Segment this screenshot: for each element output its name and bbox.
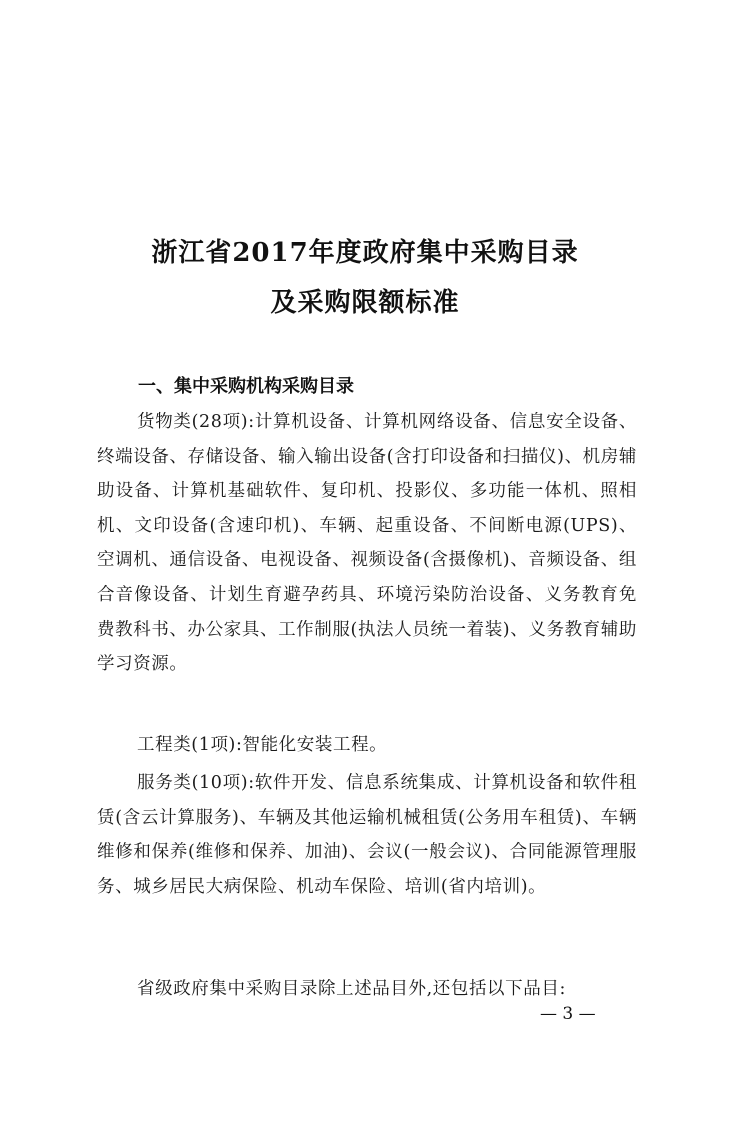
document-title-line-2: 及采购限额标准 — [270, 288, 460, 318]
document-title-line-1: 浙江省2017年度政府集中采购目录 — [151, 238, 579, 268]
paragraph-engineering: 工程类(1项):智能化安装工程。 — [137, 735, 388, 755]
page-number: — 3 — — [540, 1004, 596, 1024]
paragraph-services: 服务类(10项):软件开发、信息系统集成、计算机设备和软件租赁(含云计算服务)、车辆及其他运输机械租赁(公务用车租赁)、车辆维修和保养(维修和保养、加油)、会议(一般会议)、合同能源管理服务、城乡居民大病保险、机动车保险、培训(省内培训)。 — [97, 773, 637, 897]
paragraph-goods: 货物类(28项):计算机设备、计算机网络设备、信息安全设备、终端设备、存储设备、输入输出设备(含打印设备和扫描仪)、机房辅助设备、计算机基础软件、复印机、投影仪、多功能一体机、照相机、文印设备(含速印机)、车辆、起重设备、不间断电源(UPS)、空调机、通信设备、电视设备、视频设备(含摄像机)、音频设备、组合音像设备、计划生育避孕药具、环境污染防治设备、义务教育免费教科书、办公家具、工作制服(执法人员统一着装)、义务教育辅助学习资源。 — [97, 412, 637, 675]
section-heading-1: 一、集中采购机构采购目录 — [138, 376, 354, 397]
paragraph-provincial: 省级政府集中采购目录除上述品目外,还包括以下品目: — [137, 979, 566, 999]
